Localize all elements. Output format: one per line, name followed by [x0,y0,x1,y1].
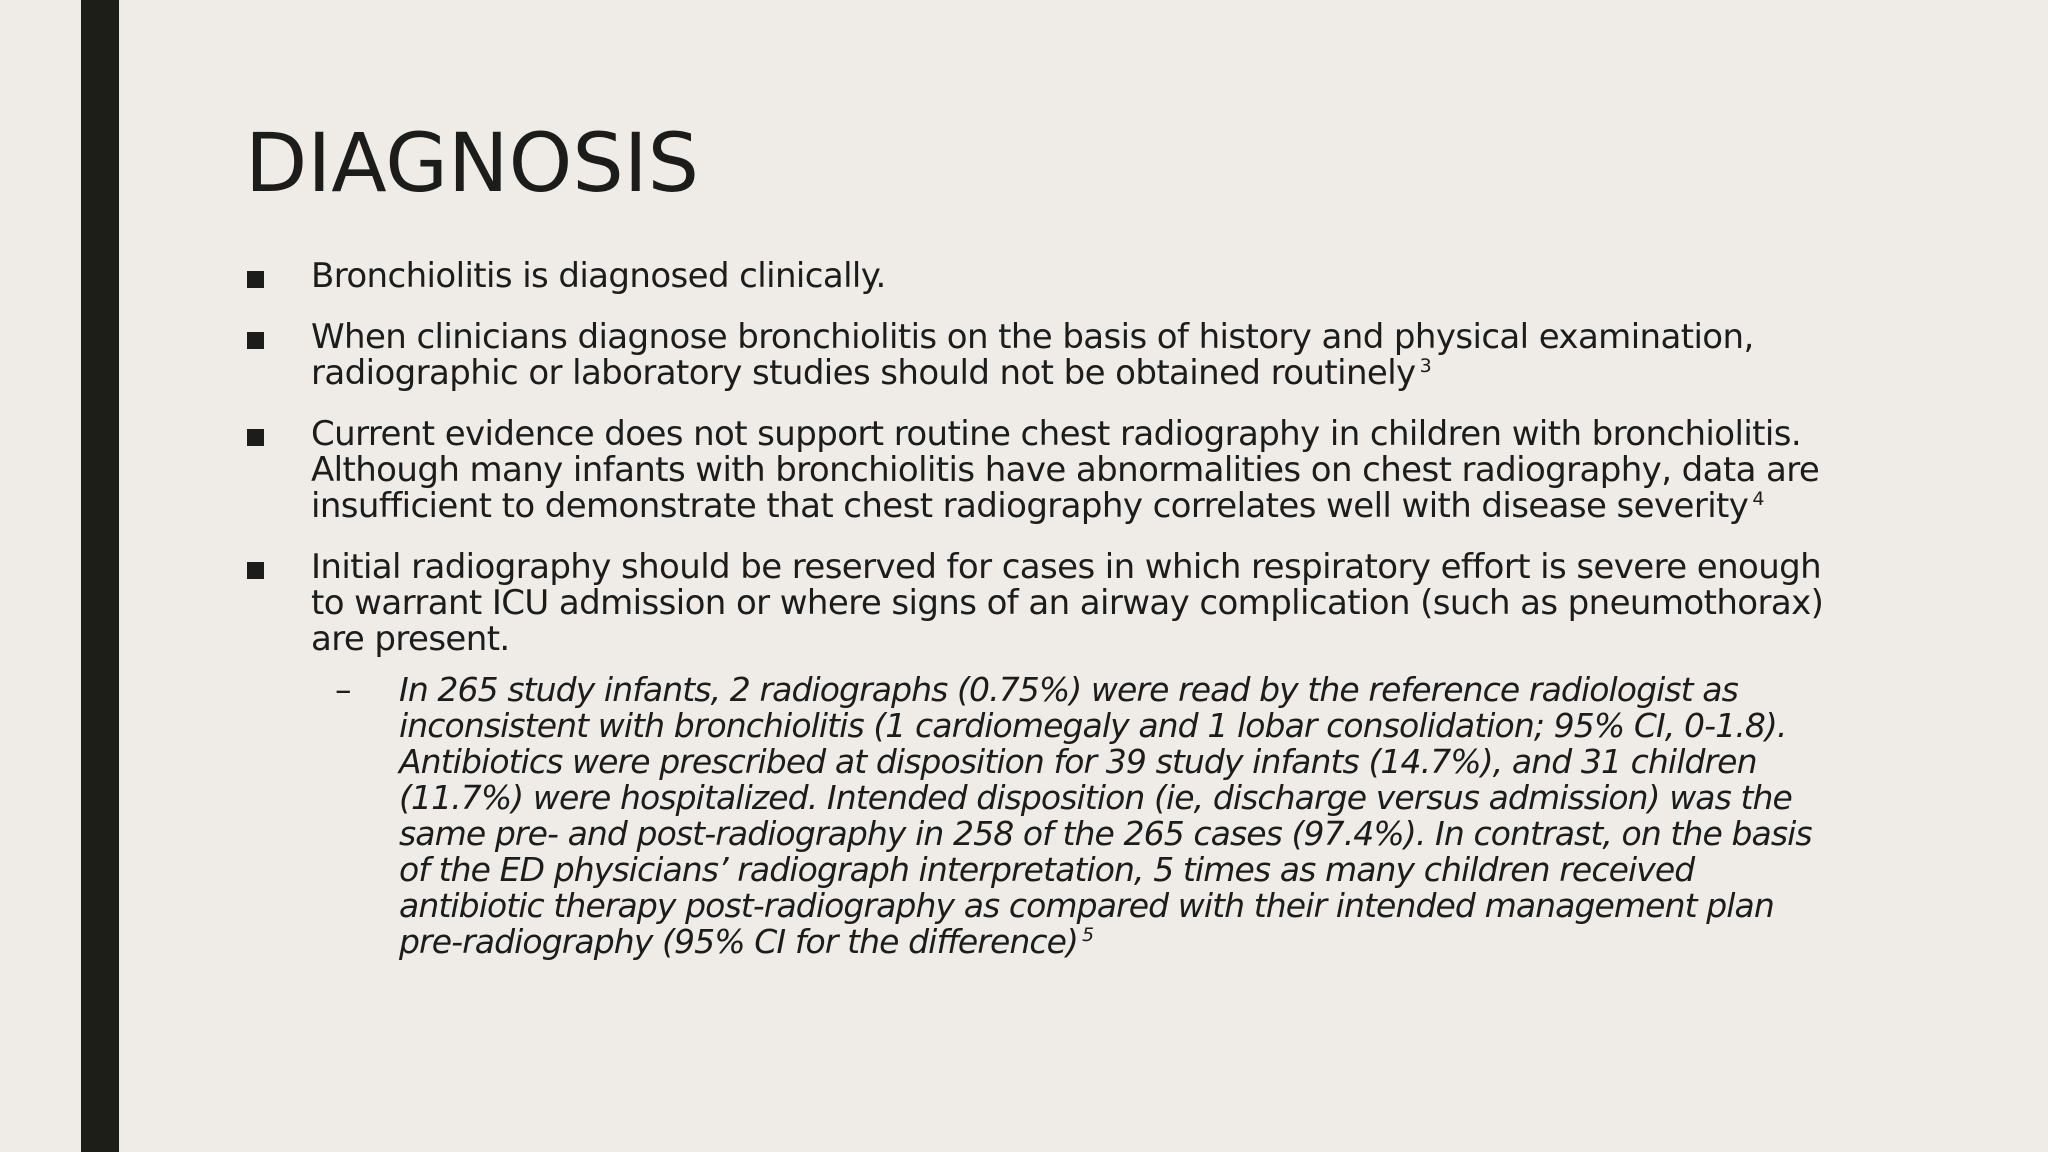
bullet-text: Initial radiography should be reserved for cases in which respiratory effort is severe enough to warrant ICU admission or where signs of an airway complication (such as pneumothorax) are present. [311,547,1824,659]
bullet-text: When clinicians diagnose bronchiolitis on the basis of history and physical examination, radiographic or laboratory studies should not be obtained routinely [311,317,1754,393]
bullet-item [245,549,1845,657]
dash-bullet-icon: – [335,670,351,709]
sub-bullet-item [245,672,1845,960]
bullet-item [245,319,1845,391]
square-bullet-icon [247,332,264,349]
bullet-item [245,416,1845,524]
bullet-item [245,258,1845,294]
citation-superscript: 5 [1082,924,1095,946]
slide-title: DIAGNOSIS [245,117,700,211]
bullet-text: Bronchiolitis is diagnosed clinically. [311,256,886,296]
square-bullet-icon [247,562,264,579]
bullet-text: Current evidence does not support routine chest radiography in children with bronchiolitis. Although many infants with bronchiolitis have abnormalities on chest radiography, data are insufficient to demonstrate that chest radiography correlates well with disease severity [311,414,1820,526]
accent-side-bar [81,0,119,1152]
citation-superscript: 3 [1419,355,1432,377]
citation-superscript: 4 [1752,488,1765,510]
square-bullet-icon [247,271,264,288]
square-bullet-icon [247,429,264,446]
sub-bullet-text: In 265 study infants, 2 radiographs (0.75%) were read by the reference radiologist as inconsistent with bronchiolitis (1 cardiomegaly and 1 lobar consolidation; 95% CI, 0-1.8). Antibiotics were prescribed at disposition for 39 study infants (14.7%), and 31 children (11.7%) were hospitalized. Intended disposition (ie, discharge versus admission) was the same pre- and post-radiography in 258 of the 265 cases (97.4%). In contrast, on the basis of the ED physicians’ radiograph interpretation, 5 times as many children received antibiotic therapy post-radiography as compared with their intended management plan pre-radiography (95% CI for the difference) [399,670,1812,961]
slide-content [245,258,1845,960]
